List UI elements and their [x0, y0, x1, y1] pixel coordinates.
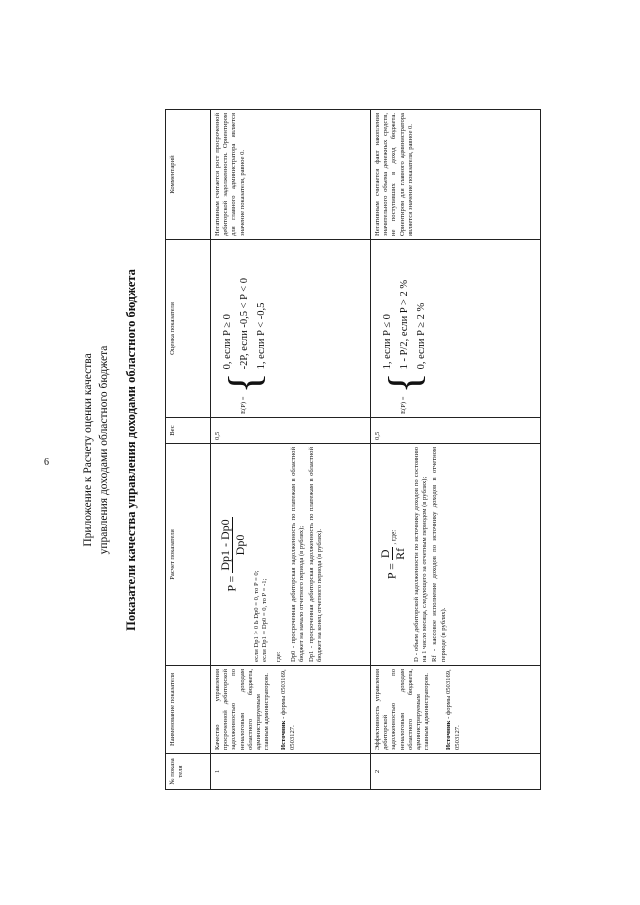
evaluation-formula	[219, 243, 270, 414]
table-row	[211, 110, 371, 790]
weight-cell: 0,5	[371, 418, 541, 444]
evaluation-cases	[219, 278, 270, 369]
brace-symbol: {	[379, 372, 429, 394]
indicator-name: Качество управления просроченной дебиторской задолженностью по неналоговым доходам областного бюджета, администрируемым главным администратором.	[214, 669, 271, 750]
appendix-line-1: Приложение к Расчету оценки качества	[82, 353, 94, 547]
evaluation-lhs: E(P) =	[400, 396, 408, 414]
formula-denominator: Rf	[393, 547, 407, 560]
where-label: где:	[275, 651, 283, 662]
source-label: Источник	[280, 720, 288, 750]
indicator-source	[445, 669, 461, 750]
document-heading: Показатели качества управления доходами областного бюджета	[124, 269, 138, 631]
formula-suffix: , где:	[389, 529, 398, 545]
formula	[218, 447, 247, 662]
indicator-name: Эффективность управления дебиторской задолженностью по неналоговым доходам областного бюджета, администрируемым главным администратором.	[374, 669, 431, 750]
weight-cell: 0,5	[211, 418, 371, 444]
evaluation-case: 0, если P ≥ 0	[222, 314, 233, 370]
formula	[378, 447, 407, 662]
evaluation-case: 1, если P < -0,5	[256, 302, 267, 370]
definition-text: Dp1 - просроченная дебиторская задолженность по платежам в областной бюджет на конец отчетного периода (в рублях).	[308, 447, 324, 662]
indicator-name-cell	[211, 666, 371, 754]
appendix-line-2: управления доходами областного бюджета	[98, 345, 110, 555]
table-header-row	[166, 110, 211, 790]
header-weight: Вес	[166, 418, 211, 444]
row-number: 1	[211, 754, 371, 790]
source-forms: - формы 0503169, 0503127.	[445, 669, 461, 750]
evaluation-case: 0, если P ≥ 2 %	[416, 302, 427, 370]
formula-numerator: D	[378, 549, 392, 559]
header-evaluation: Оценка показателя	[166, 240, 211, 418]
evaluation-lhs: E(P) =	[240, 396, 248, 414]
header-name: Наименование показателя	[166, 666, 211, 754]
row-number: 2	[371, 754, 541, 790]
evaluation-cell	[211, 240, 371, 418]
evaluation-cases	[379, 280, 430, 370]
definition-text: Dp0 - просроченная дебиторская задолженность по платежам в областной бюджет на начало отчетного периода (в рублях);	[289, 447, 305, 662]
table-row	[371, 110, 541, 790]
calculation-cell	[211, 444, 371, 666]
brace-symbol: {	[219, 372, 269, 394]
page-number: 6	[44, 457, 49, 468]
indicator-name-cell	[371, 666, 541, 754]
formula-denominator: Dp0	[233, 534, 247, 556]
evaluation-case: 1 - P/2, если P > 2 %	[399, 279, 410, 370]
rotated-sheet	[80, 110, 540, 790]
evaluation-formula	[379, 243, 430, 414]
definition-text: D - объем дебиторской задолженности по источнику доходов по состоянию на 1 число месяца, следующего за отчетным периодом (в рублях);	[413, 447, 429, 662]
comment-cell: Негативным считается рост просроченной дебиторской задолженности. Ориентиром для главного администратора является значение показателя, равное 0.	[211, 110, 371, 240]
comment-cell: Негативным считается факт накопления значительного объема денежных средств, не поступивших в доход бюджета. Ориентиром для главного администратора является значение показателя, равное 0.	[371, 110, 541, 240]
formula-lhs: P =	[384, 563, 399, 580]
evaluation-cell	[371, 240, 541, 418]
indicator-source	[280, 669, 296, 750]
definition-text: Rf - кассовое исполнение доходов по источнику доходов в отчетном периоде (в рублях).	[431, 447, 447, 662]
formula-numerator: Dp1 - Dp0	[218, 519, 232, 571]
header-comment: Комментарий	[166, 110, 211, 240]
formula-fraction	[218, 517, 247, 572]
condition-line: если Dp1 > 0 Ь Dp0 = 0, то P = 0;	[253, 570, 260, 662]
header-number: № показа теля	[166, 754, 211, 790]
formula-fraction	[378, 547, 407, 560]
source-forms: - формы 0503169, 0503127.	[280, 669, 296, 750]
source-label: Источник	[445, 720, 453, 750]
condition-line: если Dp1 = Dp0 = 0, то P = -1;	[261, 578, 269, 662]
calculation-cell	[371, 444, 541, 666]
evaluation-case: 1, если P ≤ 0	[382, 314, 393, 370]
evaluation-case: -2P, если -0,5 < P < 0	[239, 278, 250, 370]
appendix-caption	[80, 110, 112, 790]
header-calculation: Расчет показателя	[166, 444, 211, 666]
formula-lhs: P =	[224, 575, 239, 592]
indicators-table	[165, 109, 541, 790]
